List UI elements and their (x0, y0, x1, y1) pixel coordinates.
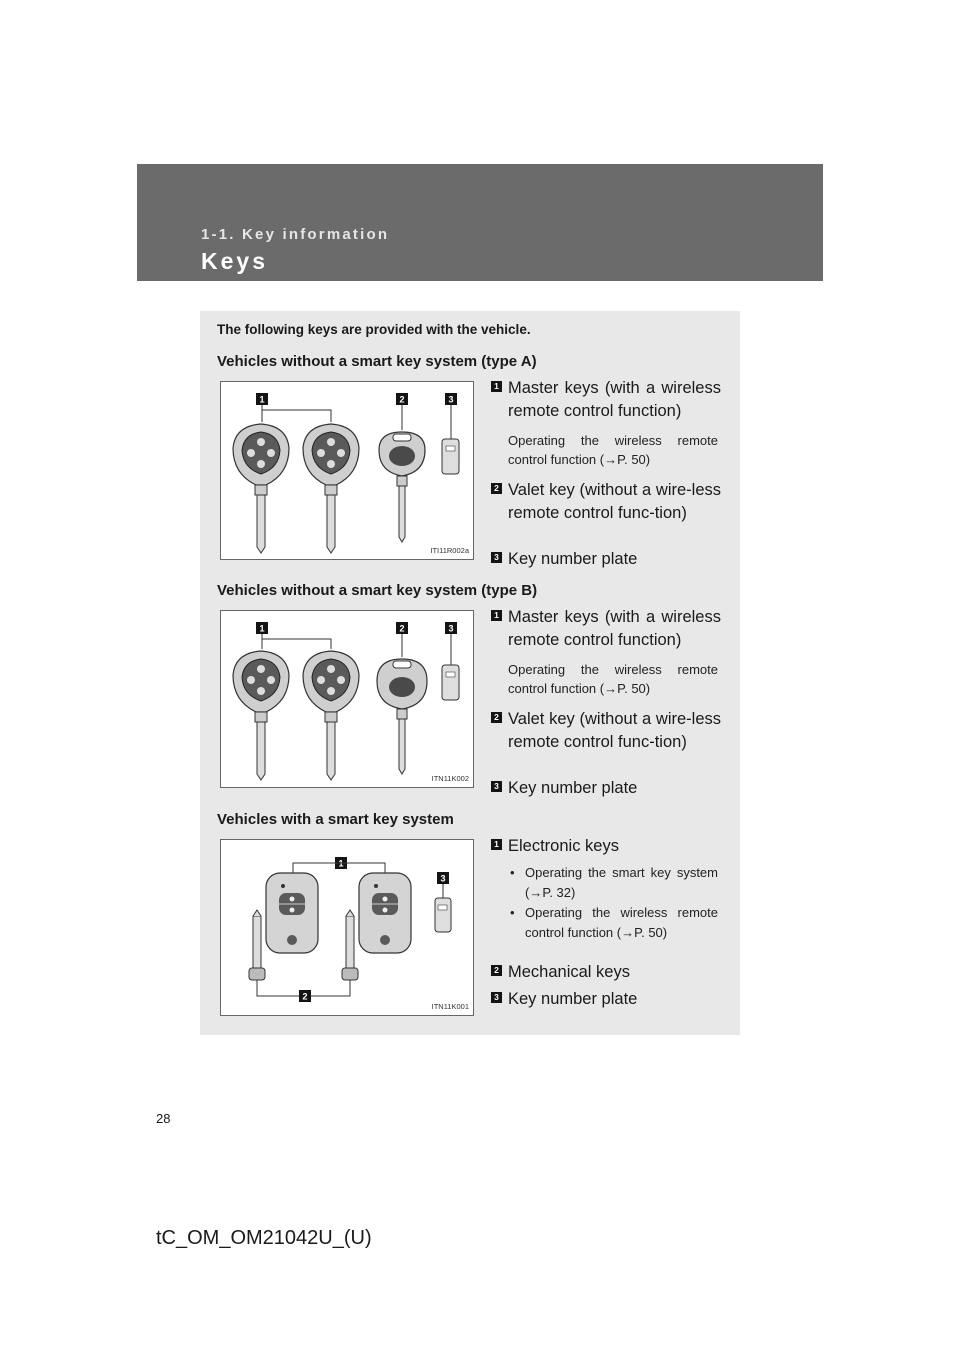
item-number-badge: 1 (491, 839, 502, 850)
key-number-plate-icon (435, 898, 451, 932)
figure-callout-3: 3 (448, 394, 454, 405)
bullet-item (508, 903, 718, 942)
list-item (491, 548, 721, 571)
item-number-badge: 3 (491, 992, 502, 1003)
note-text: Operating the wireless remote control function (→P. 50) (508, 433, 718, 467)
figure-callout-3: 3 (440, 873, 446, 884)
item-text: Electronic keys (508, 837, 619, 855)
figure-code: ITN11K002 (431, 774, 469, 783)
section-heading-type-b: Vehicles without a smart key system (type B) (217, 582, 538, 599)
item-number-badge: 1 (491, 610, 502, 621)
figure-keys-type-a (220, 381, 474, 560)
item-text: Master keys (with a wireless remote control function) (508, 379, 721, 420)
item-text: Mechanical keys (508, 963, 630, 981)
figure-keys-smart (220, 839, 474, 1016)
electronic-key-1-icon (266, 873, 318, 953)
figure-callout-2: 2 (302, 991, 308, 1002)
figure-callout-2: 2 (399, 394, 405, 405)
figure-keys-type-b (220, 610, 474, 788)
item-number-badge: 2 (491, 483, 502, 494)
mechanical-key-1-icon (249, 910, 265, 980)
header-band (137, 164, 823, 281)
keys-type-a-illustration (221, 382, 475, 561)
key-number-plate-icon (442, 439, 459, 474)
item-text: Valet key (without a wire-less remote control func-tion) (508, 481, 721, 522)
figure-callout-2: 2 (399, 623, 405, 634)
item-number-badge: 3 (491, 552, 502, 563)
figure-callout-1: 1 (259, 623, 265, 634)
bullet-dot-icon: • (510, 905, 515, 920)
content-box (200, 311, 740, 1035)
item-text: Master keys (with a wireless remote control function) (508, 608, 721, 649)
figure-code: ITN11K001 (431, 1002, 469, 1011)
keys-type-b-illustration (221, 611, 475, 789)
document-code: tC_OM_OM21042U_(U) (156, 1227, 372, 1249)
figure-callout-1: 1 (338, 858, 344, 869)
note-text: Operating the wireless remote control function (→P. 50) (508, 662, 718, 696)
list-item (491, 708, 721, 754)
master-key-1-icon (233, 651, 289, 780)
page-title: Keys (201, 248, 268, 274)
list-item (491, 777, 721, 800)
list-item (491, 961, 721, 984)
bullet-item (508, 863, 718, 902)
list-item (491, 479, 721, 525)
valet-key-icon (377, 659, 427, 774)
item-number-badge: 2 (491, 712, 502, 723)
item-number-badge: 1 (491, 381, 502, 392)
item-text: Key number plate (508, 550, 638, 568)
item-text: Key number plate (508, 990, 638, 1008)
list-item (491, 377, 721, 423)
master-key-2-icon (303, 424, 359, 553)
section-heading-smart-key: Vehicles with a smart key system (217, 811, 454, 828)
figure-callout-1: 1 (259, 394, 265, 405)
list-item (491, 606, 721, 652)
valet-key-icon (379, 432, 425, 542)
bullet-text: Operating the wireless remote control function (→P. 50) (525, 905, 718, 940)
section-heading-type-a: Vehicles without a smart key system (type A) (217, 353, 537, 370)
intro-text: The following keys are provided with the vehicle. (217, 322, 531, 337)
mechanical-key-2-icon (342, 910, 358, 980)
master-key-2-icon (303, 651, 359, 780)
item-number-badge: 3 (491, 781, 502, 792)
master-key-1-icon (233, 424, 289, 553)
bullet-dot-icon: • (510, 865, 515, 880)
page-number: 28 (156, 1111, 171, 1126)
list-item (491, 988, 721, 1011)
item-number-badge: 2 (491, 965, 502, 976)
electronic-key-2-icon (359, 873, 411, 953)
figure-code: ITI11R002a (430, 546, 469, 555)
item-text: Valet key (without a wire-less remote control func-tion) (508, 710, 721, 751)
key-number-plate-icon (442, 665, 459, 700)
smart-keys-illustration (221, 840, 475, 1017)
item-text: Key number plate (508, 779, 638, 797)
list-item (491, 835, 721, 858)
section-label: 1-1. Key information (201, 226, 390, 243)
bullet-text: Operating the smart key system (→P. 32) (525, 865, 718, 900)
figure-callout-3: 3 (448, 623, 454, 634)
